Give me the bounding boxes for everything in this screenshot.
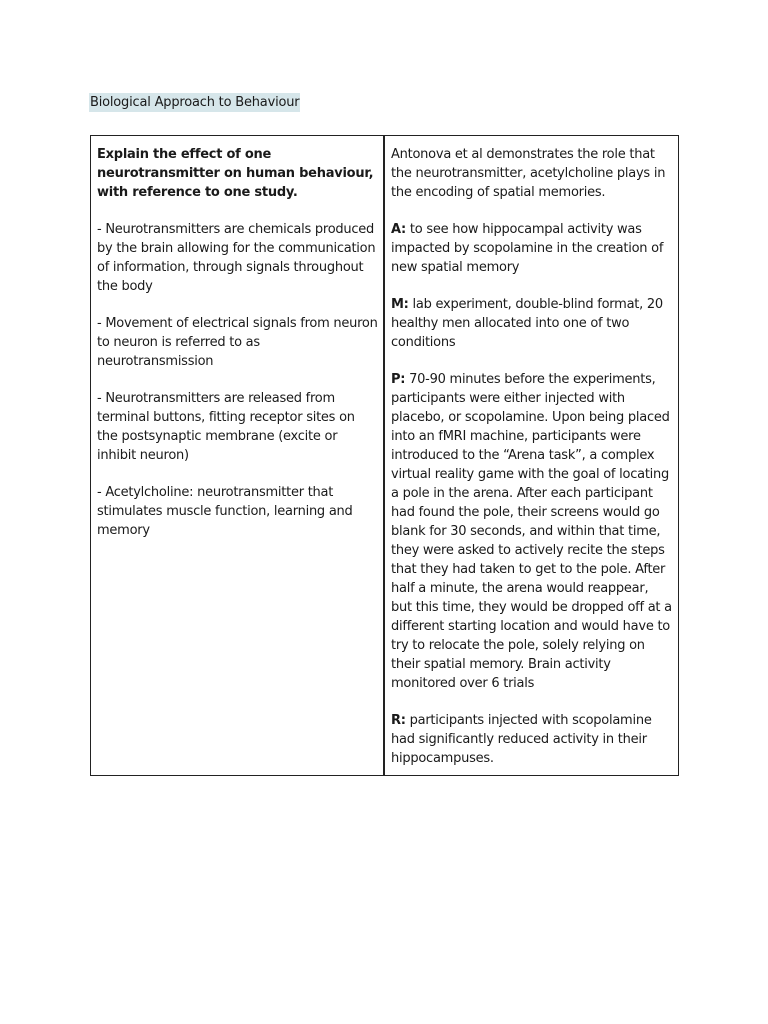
procedure-paragraph [391, 370, 673, 693]
results-paragraph [391, 711, 673, 768]
results-label: R: [391, 713, 406, 728]
notes-table [90, 135, 679, 776]
procedure-text: 70-90 minutes before the experiments, participants were either injected with placebo, or scopolamine. Upon being placed into an fMRI machine, participants were introduced to the “Arena task”, a complex virtual reality game with the goal of locating a pole in the arena. After each participant had found the pole, their screens would go blank for 30 seconds, and within that time, they were asked to actively recite the steps that they had taken to get to the pole. After half a minute, the arena would reappear, but this time, they would be dropped off at a different starting location and would have to try to relocate the pole, solely relying on their spatial memory. Brain activity monitored over 6 trials [391, 372, 672, 691]
point-neurotransmission: - Movement of electrical signals from neuron to neuron is referred to as neurotransmission [97, 316, 378, 369]
document-heading: Biological Approach to Behaviour [90, 95, 300, 110]
method-text: lab experiment, double-blind format, 20 healthy men allocated into one of two conditions [391, 297, 663, 350]
aim-label: A: [391, 222, 407, 237]
point-release: - Neurotransmitters are released from terminal buttons, fitting receptor sites on the postsynaptic membrane (excite or inhibit neuron) [97, 391, 355, 463]
aim-text: to see how hippocampal activity was impacted by scopolamine in the creation of new spatial memory [391, 222, 664, 275]
point-acetylcholine: - Acetylcholine: neurotransmitter that stimulates muscle function, learning and memory [97, 485, 353, 538]
study-intro: Antonova et al demonstrates the role that the neurotransmitter, acetylcholine plays in the encoding of spatial memories. [391, 147, 666, 200]
method-paragraph [391, 295, 673, 352]
method-label: M: [391, 297, 409, 312]
aim-paragraph [391, 220, 673, 277]
right-column [385, 136, 678, 775]
results-text: participants injected with scopolamine had significantly reduced activity in their hippocampuses. [391, 713, 652, 766]
point-neurotransmitters: - Neurotransmitters are chemicals produced by the brain allowing for the communication of information, through signals throughout the body [97, 222, 376, 294]
question-prompt: Explain the effect of one neurotransmitter on human behaviour, with reference to one study. [97, 147, 374, 200]
left-column [91, 136, 385, 775]
procedure-label: P: [391, 372, 406, 387]
